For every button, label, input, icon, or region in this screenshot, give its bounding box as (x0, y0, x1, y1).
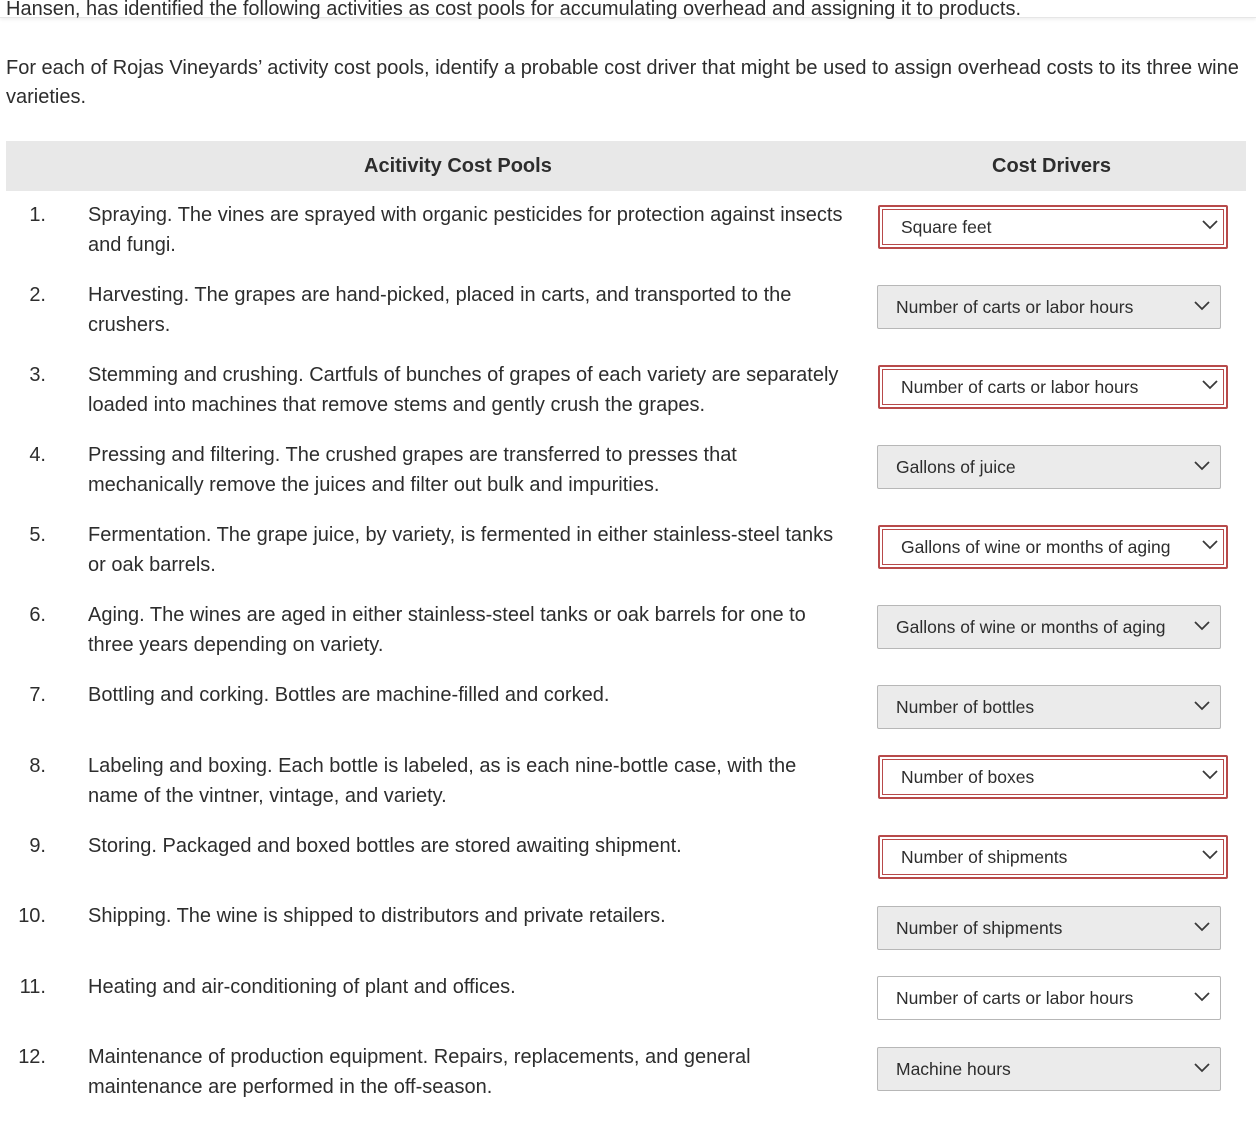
selected-driver-value: Number of carts or labor hours (901, 377, 1139, 397)
row-number: 11. (19, 976, 46, 998)
cost-driver-select[interactable] (877, 685, 1221, 729)
selected-driver-value: Gallons of wine or months of aging (896, 617, 1166, 637)
selected-driver-value: Number of carts or labor hours (896, 988, 1134, 1008)
cost-driver-select[interactable] (877, 285, 1221, 329)
header-cost-drivers: Cost Drivers (992, 155, 1111, 177)
selected-driver-value: Gallons of wine or months of aging (901, 537, 1171, 557)
row-number: 5. (29, 524, 46, 546)
chevron-down-icon (1194, 920, 1210, 934)
row-number: 1. (29, 204, 46, 226)
selected-driver-value: Gallons of juice (896, 457, 1016, 477)
chevron-down-icon (1194, 1061, 1210, 1075)
table-header (6, 141, 1246, 191)
row-number: 9. (29, 835, 46, 857)
chevron-down-icon (1202, 218, 1218, 232)
activity-description: Heating and air-conditioning of plant and offices. (88, 976, 516, 998)
cost-driver-select[interactable] (877, 445, 1221, 489)
cost-driver-select[interactable] (877, 906, 1221, 950)
chevron-down-icon (1194, 990, 1210, 1004)
cost-driver-select[interactable] (878, 525, 1228, 569)
cost-driver-select[interactable] (878, 755, 1228, 799)
selected-driver-value: Machine hours (896, 1059, 1011, 1079)
cost-driver-select[interactable] (878, 835, 1228, 879)
chevron-down-icon (1194, 299, 1210, 313)
activity-description: Harvesting. The grapes are hand-picked, placed in carts, and transported to the crushers. (88, 284, 792, 336)
activity-description: Labeling and boxing. Each bottle is labeled, as is each nine-bottle case, with the name of the vintner, vintage, and variety. (88, 755, 797, 807)
selected-driver-value: Number of shipments (896, 918, 1063, 938)
row-number: 12. (18, 1046, 46, 1068)
chevron-down-icon (1202, 538, 1218, 552)
cost-driver-select[interactable] (877, 976, 1221, 1020)
activity-description: Aging. The wines are aged in either stainless-steel tanks or oak barrels for one to three years depending on variety. (88, 604, 806, 656)
cost-driver-select[interactable] (877, 605, 1221, 649)
row-number: 6. (29, 604, 46, 626)
activity-description: Bottling and corking. Bottles are machine-filled and corked. (88, 684, 610, 706)
activity-description: Maintenance of production equipment. Repairs, replacements, and general maintenance are performed in the off-season. (88, 1046, 751, 1098)
row-number: 3. (29, 364, 46, 386)
row-number: 4. (29, 444, 46, 466)
row-number: 2. (29, 284, 46, 306)
activity-description: Spraying. The vines are sprayed with organic pesticides for protection against insects and fungi. (88, 204, 843, 256)
chevron-down-icon (1202, 768, 1218, 782)
activity-description: Fermentation. The grape juice, by variety, is fermented in either stainless-steel tanks or oak barrels. (88, 524, 834, 576)
intro-partial-line: Hansen, has identified the following activities as cost pools for accumulating overhead and assigning it to products. (6, 0, 1022, 20)
selected-driver-value: Number of bottles (896, 697, 1035, 717)
instructions: For each of Rojas Vineyards’ activity cost pools, identify a probable cost driver that might be used to assign overhead costs to its three wine varieties. (6, 57, 1239, 108)
chevron-down-icon (1194, 619, 1210, 633)
row-number: 8. (29, 755, 46, 777)
chevron-down-icon (1194, 699, 1210, 713)
cost-driver-select[interactable] (877, 1047, 1221, 1091)
chevron-down-icon (1202, 378, 1218, 392)
cost-driver-select[interactable] (878, 205, 1228, 249)
selected-driver-value: Square feet (901, 217, 992, 237)
cost-driver-select[interactable] (878, 365, 1228, 409)
activity-description: Pressing and filtering. The crushed grapes are transferred to presses that mechanically remove the juices and filter out bulk and impurities. (88, 444, 737, 496)
selected-driver-value: Number of carts or labor hours (896, 297, 1134, 317)
selected-driver-value: Number of shipments (901, 847, 1068, 867)
activity-description: Shipping. The wine is shipped to distributors and private retailers. (88, 905, 666, 927)
activity-description: Stemming and crushing. Cartfuls of bunches of grapes of each variety are separately loaded into machines that remove stems and gently crush the grapes. (88, 364, 839, 416)
row-number: 7. (29, 684, 46, 706)
activity-description: Storing. Packaged and boxed bottles are stored awaiting shipment. (88, 835, 682, 857)
chevron-down-icon (1194, 459, 1210, 473)
header-activity-cost-pools: Acitivity Cost Pools (364, 155, 552, 177)
selected-driver-value: Number of boxes (901, 767, 1035, 787)
chevron-down-icon (1202, 848, 1218, 862)
row-number: 10. (18, 905, 46, 927)
